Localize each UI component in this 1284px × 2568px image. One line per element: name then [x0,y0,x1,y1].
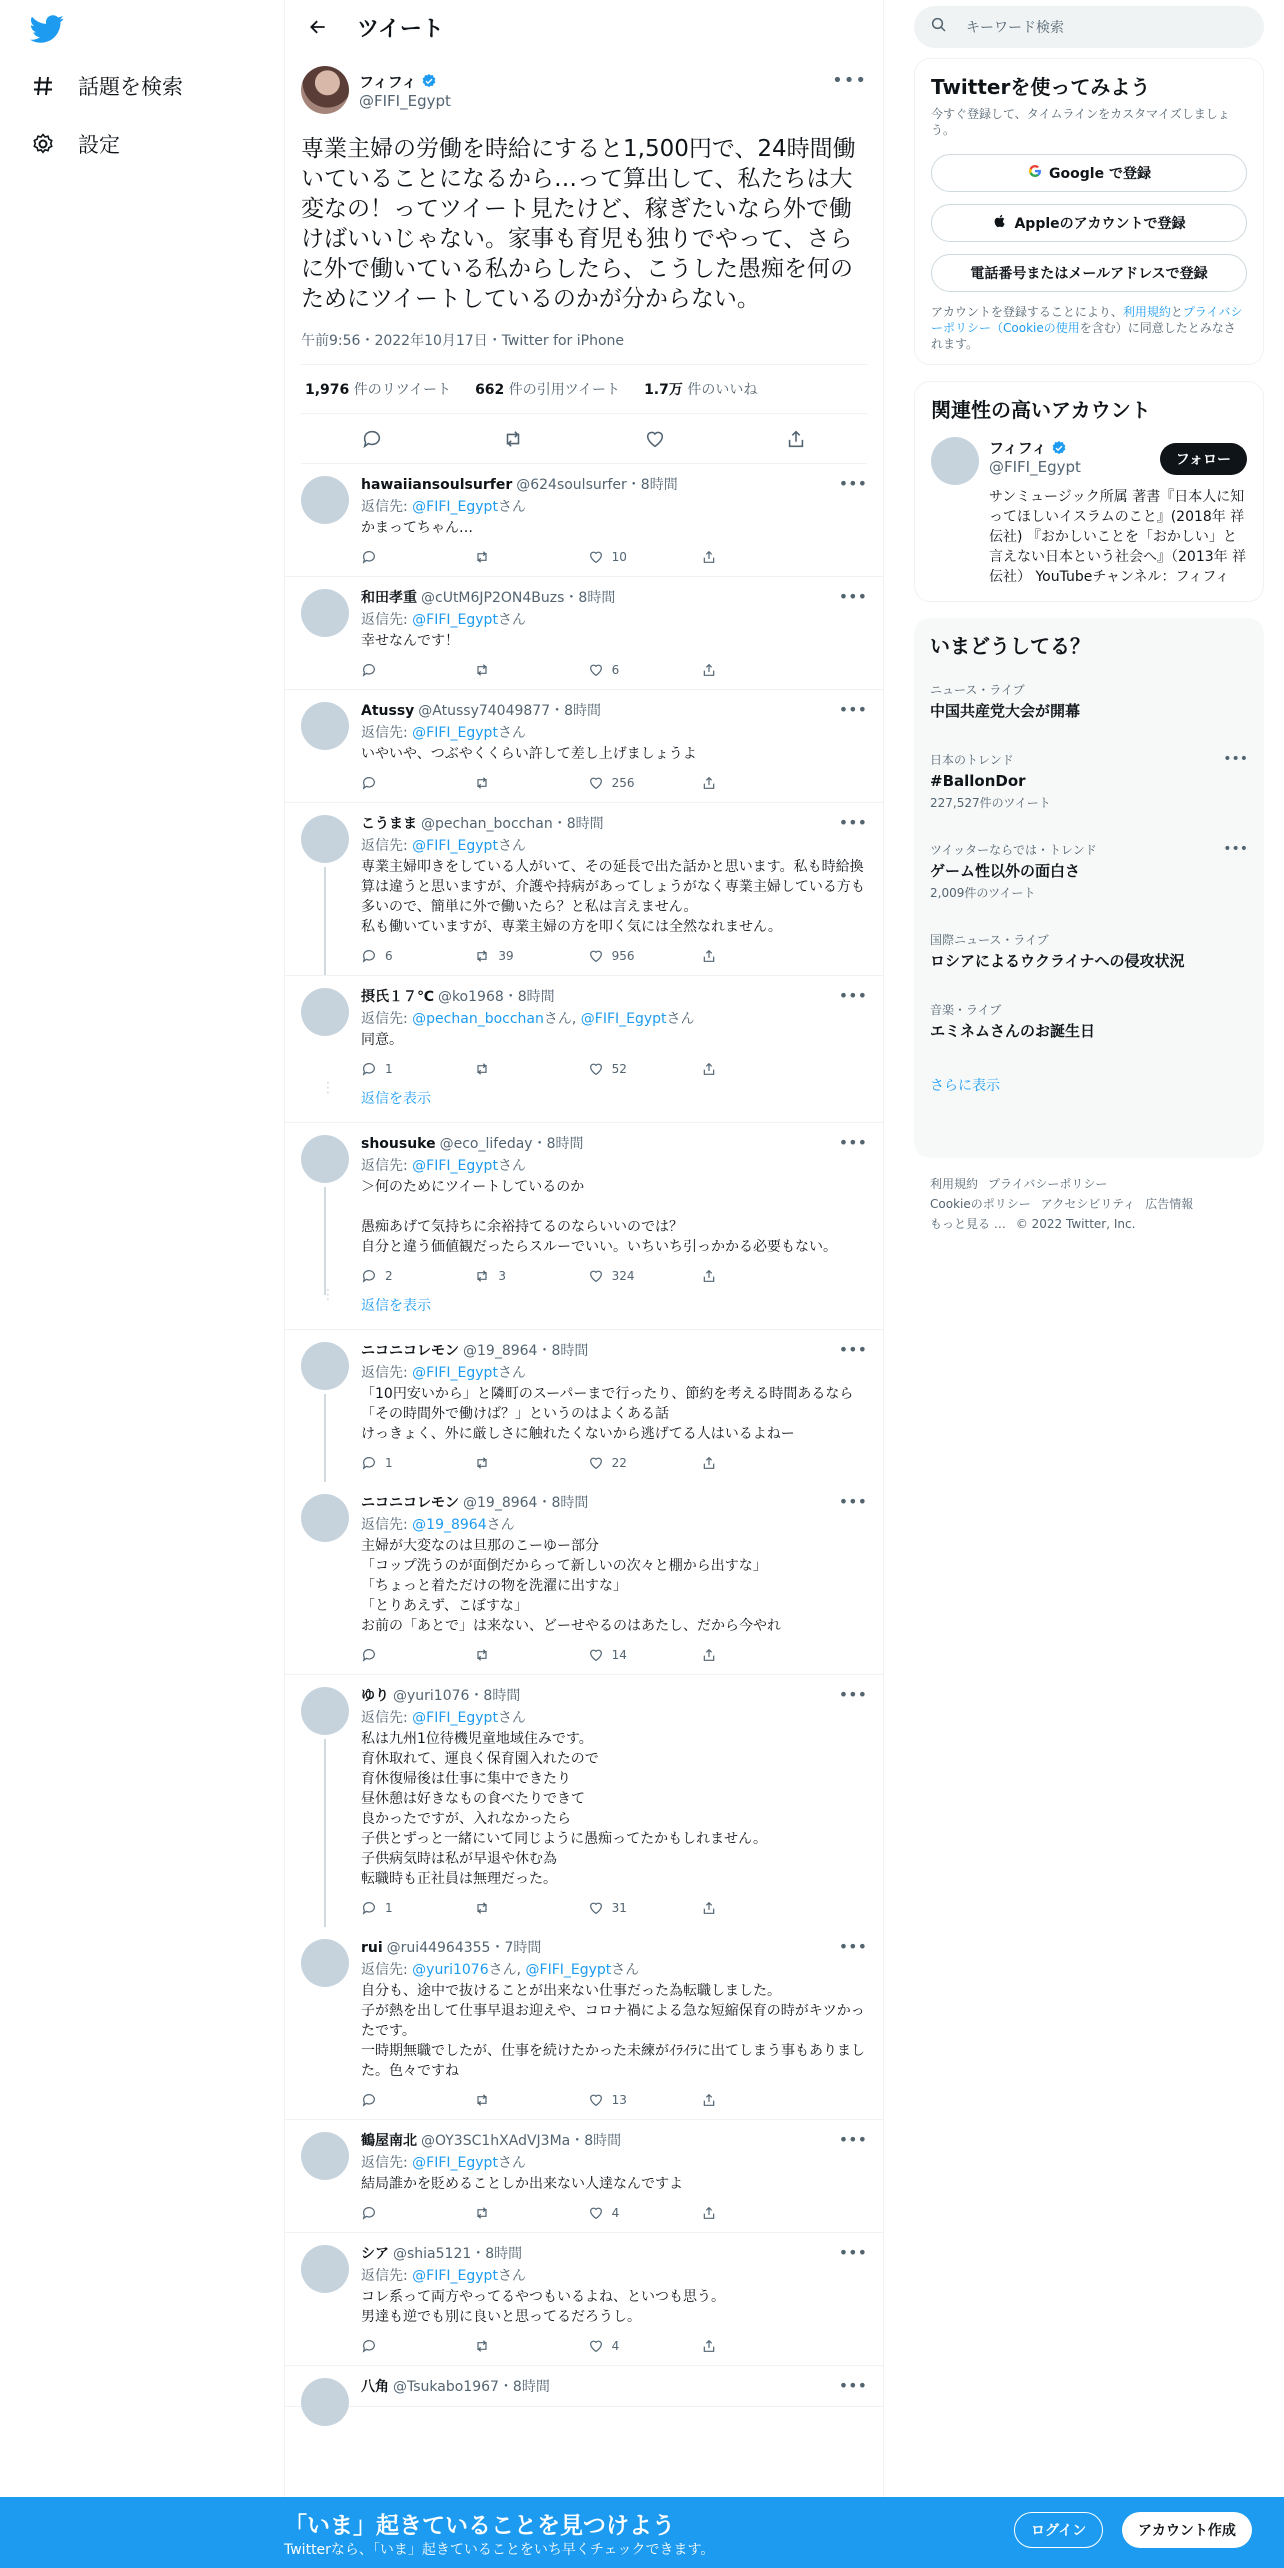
thread-line [324,1394,326,1482]
mention-link[interactable]: @FIFI_Egypt [412,612,498,628]
reply-text: 幸せなんです！ [361,633,459,649]
trend-count: 2,009件のツイート [930,886,1036,900]
reply-tweet[interactable] [285,1123,883,1295]
reply-actions [361,2337,781,2355]
twitter-logo-icon[interactable] [30,12,66,48]
reply-author-handle[interactable]: @yuri1076 [393,1688,470,1704]
reply-text: いやいや、つぶやくくらい許して差し上げましょうよ [361,746,697,762]
like-icon[interactable]: 10 [588,549,668,565]
avatar[interactable] [301,66,349,114]
retweet-count[interactable]: 1,976 件のリツイート [305,382,452,398]
reply-author-handle[interactable]: @Tsukabo1967 [393,2379,499,2395]
reply-author-handle[interactable]: @rui44964355 [386,1940,491,1956]
thread-dots: ⋮ [321,1287,335,1303]
reply-list [285,464,883,2407]
right-sidebar [914,0,1264,1234]
privacy-link[interactable]: プライバシーポリシー [931,305,1243,335]
trend-item[interactable] [930,751,1248,811]
signup-bottom-bar [0,2497,1284,2568]
trend-category: ニュース・ライブ [930,683,1025,697]
google-signup-button[interactable]: Google で登録 [931,154,1247,192]
related-accounts-card [914,381,1264,602]
trend-category: 音楽・ライブ [930,1003,1002,1017]
reply-author-name[interactable]: rui [361,1940,383,1956]
avatar[interactable] [301,2132,349,2180]
main-column [284,0,884,2568]
show-replies-link[interactable]: ⋮ 返信を表示 [285,1088,883,1123]
avatar[interactable] [301,476,349,524]
reply-time[interactable]: ・8時間 [469,1688,521,1704]
trends-card [914,618,1264,1158]
trend-item[interactable] [930,681,1248,721]
search-input[interactable] [914,6,1264,48]
reply-author-handle[interactable]: @pechan_bocchan [421,816,553,832]
reply-actions [361,661,781,679]
reply-icon[interactable] [361,549,441,565]
reply-actions [361,1454,781,1472]
reply-author-name[interactable]: Atussy [361,703,415,719]
google-icon [1027,163,1043,183]
reply-text: 同意。 [361,1032,403,1048]
more-icon[interactable]: ••• [1223,841,1248,857]
signup-button[interactable]: アカウント作成 [1122,2512,1252,2548]
reply-time[interactable]: ・8時間 [564,590,616,606]
bottom-bar-subtitle: Twitterなら、「いま」起きていることをいち早くチェックできます。 [284,2542,715,2558]
reply-author-handle[interactable]: @624soulsurfer [516,477,627,493]
thread-line [324,867,326,975]
reply-to: 返信先: @FIFI_Egyptさん [361,2268,526,2284]
reply-text: ＞何のためにツイートしているのか 愚痴あげて気持ちに余裕持てるのならいいのでは？ 自分と違う価値観だったらスルーでいい。いちいち引っかかる必要もない。 [361,1179,837,1255]
signup-card-title: Twitterを使ってみよう [931,75,1151,99]
retweet-icon[interactable] [474,2338,554,2354]
reply-text: 主婦が大変なのは旦那のこーゆー部分 「コップ洗うのが面倒だからって新しいの次々と棚から出すな」 「ちょっと着ただけの物を洗濯に出すな」 「とりあえず、こぼすな」 お前の「あとで」は来ない、どーせやるのはあたし、だから今やれ [361,1538,781,1634]
trend-count: 227,527件のツイート [930,796,1051,810]
reply-time[interactable]: ・8時間 [570,2133,622,2149]
more-icon[interactable]: ••• [832,70,867,91]
footer-link[interactable]: 広告情報 [1145,1197,1194,1211]
reply-author-name[interactable]: ゆり [361,1688,389,1704]
mention-link[interactable]: @19_8964 [412,1517,487,1533]
reply-text: 「10円安いから」と隣町のスーパーまで行ったり、節約を考える時間あるなら「その時間外で働けば？」というのはよくある話 けっきょく、外に厳しさに触れたくないから逃げてる人はいるよねー [361,1386,854,1442]
trend-title: ロシアによるウクライナへの侵攻状況 [930,952,1185,970]
reply-actions [361,548,781,566]
reply-actions [361,2204,781,2222]
avatar[interactable] [301,988,349,1036]
like-icon[interactable]: 31 [588,1900,668,1916]
reply-icon[interactable]: 6 [361,948,441,964]
retweet-icon[interactable] [474,1061,554,1077]
like-icon[interactable]: 956 [588,948,668,964]
reply-to: 返信先: @19_8964さん [361,1517,515,1533]
reply-text: かまってちゃん… [361,520,473,536]
reply-author-name[interactable]: 摂氏１７℃ [361,989,434,1005]
reply-tweet[interactable] [285,690,883,803]
phone-email-signup-button[interactable]: 電話番号またはメールアドレスで登録 [931,254,1247,292]
reply-author-handle[interactable]: @cUtM6JP2ON4Buzs [421,590,565,606]
more-icon[interactable]: ••• [838,587,867,606]
reply-author-name[interactable]: shousuke [361,1136,436,1152]
author-name[interactable]: フィフィ [359,72,417,91]
trend-category: ツイッターならでは・トレンド [930,843,1097,857]
trends-title: いまどうしてる？ [930,634,1090,658]
trend-title: #BallonDor [930,772,1026,790]
reply-icon[interactable]: 1 [361,1455,441,1471]
mention-link[interactable]: @FIFI_Egypt [412,1710,498,1726]
mention-link[interactable]: @FIFI_Egypt [412,2155,498,2171]
share-icon[interactable] [781,424,811,454]
hashtag-icon [30,73,56,99]
reply-text: 自分も、途中で抜けることが出来ない仕事だった為転職しました。 子が熱を出して仕事早退お迎えや、コロナ禍による急な短縮保育の時がキツかったです。 一時期無職でしたが、仕事を続けたかった未練がｲﾗｲﾗに出てしまう事もありました。色々ですね [361,1983,865,2079]
reply-text: 専業主婦叩きをしている人がいて、その延長で出た話かと思います。私も時給換算は違うと思いますが、介護や持病があってしょうがなく専業主婦している方も多いので、簡単に外で働いたら？と私は言えません。 私も働いていますが、専業主婦の方を叩く気には全然なれません。 [361,859,865,935]
like-icon[interactable]: 324 [588,1268,668,1284]
reply-time[interactable]: ・8時間 [537,1495,589,1511]
tweet-text: 専業主婦の労働を時給にすると1,500円で、24時間働いていることになるから…って算出して、私たちは大変なの！ってツイート見たけど、稼ぎたいなら外で働けばいいじゃない。家事も育児も独りでやって、さらに外で働いている私からしたら、こうした愚痴を何のためにツイートしているのかが分からない。 [301,136,856,312]
mention-link[interactable]: @FIFI_Egypt [412,725,498,741]
reply-icon[interactable] [357,424,387,454]
footer-link[interactable]: アクセシビリティ [1040,1197,1136,1211]
like-icon[interactable]: 14 [588,1647,668,1663]
more-icon[interactable]: ••• [838,474,867,493]
footer-links [914,1174,1264,1234]
more-icon[interactable]: ••• [838,2243,867,2262]
avatar[interactable] [301,1687,349,1735]
reply-tweet[interactable] [285,2120,883,2233]
signup-card [914,58,1264,365]
retweet-icon[interactable] [474,2205,554,2221]
reply-text: 私は九州1位待機児童地域住みです。 育休取れて、運良く保育園入れたので 育休復帰後は仕事に集中できたり 昼休憩は好きなもの食べたりできて 良かったですが、入れなかったら 子供とずっと一緒にいて同じように愚痴ってたかもしれません。 子供病気時は私が早退や休む為 転職時も正社員は無理だった。 [361,1731,767,1887]
quote-count[interactable]: 662 件の引用ツイート [475,382,621,398]
trend-title: エミネムさんのお誕生日 [930,1022,1096,1040]
retweet-icon[interactable] [474,775,554,791]
related-bio: サンミュージック所属 著書『日本人に知ってほしいイスラムのこと』(2018年 祥伝社) 『おかしいことを「おかしい」と言えない日本という社会へ』（2013年 祥伝社） YouTubeチャンネル：フィフィ [989,489,1247,585]
footer-link[interactable]: © 2022 Twitter, Inc. [1015,1217,1136,1231]
related-name[interactable]: フィフィ [989,439,1047,457]
share-icon[interactable] [701,775,781,791]
reply-text: 結局誰かを貶めることしか出来ない人達なんですよ [361,2176,683,2192]
reply-tweet[interactable] [285,2366,883,2407]
reply-tweet[interactable] [285,1927,883,2120]
footer-link[interactable]: Cookieのポリシー [930,1197,1031,1211]
share-icon[interactable] [701,2092,781,2108]
reply-author-name[interactable]: ニコニコレモン [361,1343,459,1359]
avatar[interactable] [301,702,349,750]
reply-author-name[interactable]: hawaiiansoulsurfer [361,477,513,493]
nav-explore-label: 話題を検索 [78,75,183,99]
mention-link[interactable]: @FIFI_Egypt [412,838,498,854]
reply-icon[interactable] [361,1647,441,1663]
verified-badge-icon [1051,440,1067,456]
more-icon[interactable]: ••• [838,1133,867,1152]
reply-tweet[interactable] [285,1482,883,1675]
footer-link[interactable]: もっと見る … [930,1217,1006,1231]
reply-to: 返信先: @FIFI_Egyptさん [361,1158,526,1174]
more-icon[interactable]: ••• [838,813,867,832]
reply-icon[interactable] [361,2092,441,2108]
reply-actions [361,1899,781,1917]
like-icon[interactable]: 4 [588,2205,668,2221]
like-count[interactable]: 1.7万 件のいいね [644,382,758,398]
reply-actions [361,774,781,792]
reply-time[interactable]: ・8時間 [471,2246,523,2262]
show-replies-link[interactable]: ⋮ 返信を表示 [285,1295,883,1330]
reply-actions [361,1267,781,1285]
reply-to: 返信先: @FIFI_Egyptさん [361,2155,526,2171]
reply-to: 返信先: @FIFI_Egyptさん [361,499,526,515]
retweet-icon[interactable] [474,1900,554,1916]
like-icon[interactable] [640,424,670,454]
share-icon[interactable] [701,549,781,565]
like-icon[interactable]: 22 [588,1455,668,1471]
reply-author-name[interactable]: こうまま [361,816,417,832]
nav-settings[interactable] [30,122,120,166]
more-icon[interactable]: ••• [838,2376,867,2395]
nav-settings-label: 設定 [78,133,120,157]
share-icon[interactable] [701,1455,781,1471]
reply-tweet[interactable] [285,2233,883,2366]
reply-text: コレ系って両方やってるやつもいるよね、といつも思う。 男達も逆でも別に良いと思ってるだろうし。 [361,2289,725,2325]
author-handle[interactable]: @FIFI_Egypt [359,91,451,110]
nav-explore[interactable] [30,64,183,108]
header [285,0,883,54]
share-icon[interactable] [701,1647,781,1663]
tweet-meta[interactable]: 午前9:56・2022年10月17日・Twitter for iPhone [301,330,867,365]
trend-item[interactable] [930,931,1248,971]
reply-to: 返信先: @FIFI_Egyptさん [361,725,526,741]
reply-actions [361,947,781,965]
reply-author-name[interactable]: 鶴屋南北 [361,2133,417,2149]
gear-icon [30,131,56,157]
more-icon[interactable]: ••• [838,1937,867,1956]
trend-category: 日本のトレンド [930,753,1014,767]
more-icon[interactable]: ••• [838,1685,867,1704]
reply-actions [361,2091,781,2109]
mention-link[interactable]: @yuri1076 [412,1962,489,1978]
reply-author-handle[interactable]: @shia5121 [393,2246,472,2262]
related-handle[interactable]: @FIFI_Egypt [989,458,1081,476]
reply-author-handle[interactable]: @19_8964 [463,1343,538,1359]
more-icon[interactable]: ••• [838,986,867,1005]
more-icon[interactable]: ••• [1223,751,1248,767]
reply-time[interactable]: ・8時間 [626,477,678,493]
retweet-icon[interactable] [474,2092,554,2108]
cookie-link[interactable]: Cookieの使用 [1003,321,1080,335]
reply-actions [361,1646,781,1664]
tweet-actions [301,414,867,464]
reply-tweet[interactable] [285,976,883,1088]
retweet-icon[interactable] [474,1455,554,1471]
retweet-icon[interactable] [498,424,528,454]
related-title: 関連性の高いアカウント [931,398,1151,422]
reply-to: 返信先: @yuri1076さん, @FIFI_Egyptさん [361,1962,640,1978]
reply-author-handle[interactable]: @OY3SC1hXAdVJ3Ma [421,2133,571,2149]
avatar[interactable] [931,437,979,485]
show-more-link[interactable]: さらに表示 [930,1078,1000,1094]
avatar[interactable] [301,1135,349,1183]
mention-link[interactable]: @pechan_bocchan [412,1011,544,1027]
reply-to: 返信先: @FIFI_Egyptさん [361,838,526,854]
mention-link[interactable]: @FIFI_Egypt [412,2268,498,2284]
retweet-icon[interactable]: 39 [474,948,554,964]
reply-author-handle[interactable]: @ko1968 [437,989,504,1005]
share-icon[interactable] [701,1900,781,1916]
reply-tweet[interactable] [285,1675,883,1927]
thread-line [324,1739,326,1927]
reply-tweet[interactable] [285,464,883,577]
more-icon[interactable]: ••• [838,1492,867,1511]
share-icon[interactable] [701,2205,781,2221]
thread-dots: ⋮ [321,1080,335,1096]
reply-author-handle[interactable]: @19_8964 [463,1495,538,1511]
mention-link[interactable]: @FIFI_Egypt [580,1011,667,1027]
avatar[interactable] [301,815,349,863]
avatar[interactable] [301,1939,349,1987]
reply-time[interactable]: ・8時間 [532,1136,584,1152]
terms-link[interactable]: 利用規約 [1122,305,1171,319]
avatar[interactable] [301,1494,349,1542]
reply-to: 返信先: @pechan_bocchanさん, @FIFI_Egyptさん [361,1011,695,1027]
like-icon[interactable]: 52 [588,1061,668,1077]
share-icon[interactable] [701,1061,781,1077]
trend-category: 国際ニュース・ライブ [930,933,1049,947]
like-icon[interactable]: 256 [588,775,668,791]
reply-time[interactable]: ・8時間 [550,703,602,719]
reply-author-name[interactable]: シア [361,2246,389,2262]
reply-to: 返信先: @FIFI_Egyptさん [361,612,526,628]
reply-icon[interactable] [361,2338,441,2354]
share-icon[interactable] [701,948,781,964]
reply-time[interactable]: ・8時間 [537,1343,589,1359]
reply-tweet[interactable] [285,1330,883,1482]
mention-link[interactable]: @FIFI_Egypt [412,1158,498,1174]
footer-link[interactable]: プライバシーポリシー [988,1177,1108,1191]
share-icon[interactable] [701,662,781,678]
reply-icon[interactable]: 2 [361,1268,441,1284]
reply-time[interactable]: ・8時間 [498,2379,550,2395]
reply-icon[interactable] [361,2205,441,2221]
avatar[interactable] [301,589,349,637]
back-arrow-icon[interactable] [301,10,335,44]
trend-title: 中国共産党大会が開幕 [930,702,1081,720]
reply-time[interactable]: ・8時間 [552,816,604,832]
bottom-bar-title: 「いま」起きていることを見つけよう [284,2513,675,2539]
trend-title: ゲーム性以外の面白さ [930,862,1081,880]
reply-to: 返信先: @FIFI_Egyptさん [361,1710,526,1726]
signup-terms-text: アカウントを登録することにより、利用規約とプライバシーポリシー（Cookieの使用を含む）に同意したとみなされます。 [931,305,1243,351]
reply-actions [361,1060,781,1078]
trend-item[interactable] [930,1001,1248,1041]
footer-link[interactable]: 利用規約 [930,1177,979,1191]
mention-link[interactable]: @FIFI_Egypt [525,1962,612,1978]
reply-author-handle[interactable]: @Atussy74049877 [418,703,551,719]
retweet-icon[interactable]: 3 [474,1268,554,1284]
follow-button[interactable]: フォロー [1160,443,1247,475]
retweet-icon[interactable] [474,549,554,565]
avatar[interactable] [301,2245,349,2293]
reply-icon[interactable] [361,662,441,678]
reply-time[interactable]: ・7時間 [490,1940,542,1956]
signup-card-subtitle: 今すぐ登録して、タイムラインをカスタマイズしましょう。 [931,107,1230,137]
left-nav [0,0,283,2568]
page-title: ツイート [357,16,444,42]
search-icon [930,16,950,38]
more-icon[interactable]: ••• [838,1340,867,1359]
reply-time[interactable]: ・8時間 [503,989,555,1005]
mention-link[interactable]: @FIFI_Egypt [412,499,498,515]
focused-tweet [285,54,883,464]
more-icon[interactable]: ••• [838,700,867,719]
reply-to: 返信先: @FIFI_Egyptさん [361,1365,526,1381]
reply-author-name[interactable]: 和田孝重 [361,590,417,606]
like-icon[interactable]: 6 [588,662,668,678]
apple-signup-button[interactable]: Appleのアカウントで登録 [931,204,1247,242]
related-account[interactable] [931,437,1247,485]
trend-item[interactable] [930,841,1248,901]
reply-author-name[interactable]: 八角 [361,2379,389,2395]
avatar[interactable] [301,1342,349,1390]
login-button[interactable]: ログイン [1014,2512,1103,2548]
reply-icon[interactable]: 1 [361,1061,441,1077]
like-icon[interactable]: 13 [588,2092,668,2108]
reply-tweet[interactable] [285,803,883,976]
reply-author-name[interactable]: ニコニコレモン [361,1495,459,1511]
share-icon[interactable] [701,1268,781,1284]
avatar[interactable] [301,2378,349,2426]
mention-link[interactable]: @FIFI_Egypt [412,1365,498,1381]
thread-line [324,1187,326,1295]
reply-icon[interactable]: 1 [361,1900,441,1916]
like-icon[interactable]: 4 [588,2338,668,2354]
retweet-icon[interactable] [474,662,554,678]
verified-badge-icon [421,73,437,89]
more-icon[interactable]: ••• [838,2130,867,2149]
search-placeholder: キーワード検索 [966,20,1064,36]
share-icon[interactable] [701,2338,781,2354]
apple-icon [992,213,1008,233]
retweet-icon[interactable] [474,1647,554,1663]
reply-author-handle[interactable]: @eco_lifeday [439,1136,533,1152]
tweet-stats [301,365,867,414]
reply-tweet[interactable] [285,577,883,690]
reply-icon[interactable] [361,775,441,791]
